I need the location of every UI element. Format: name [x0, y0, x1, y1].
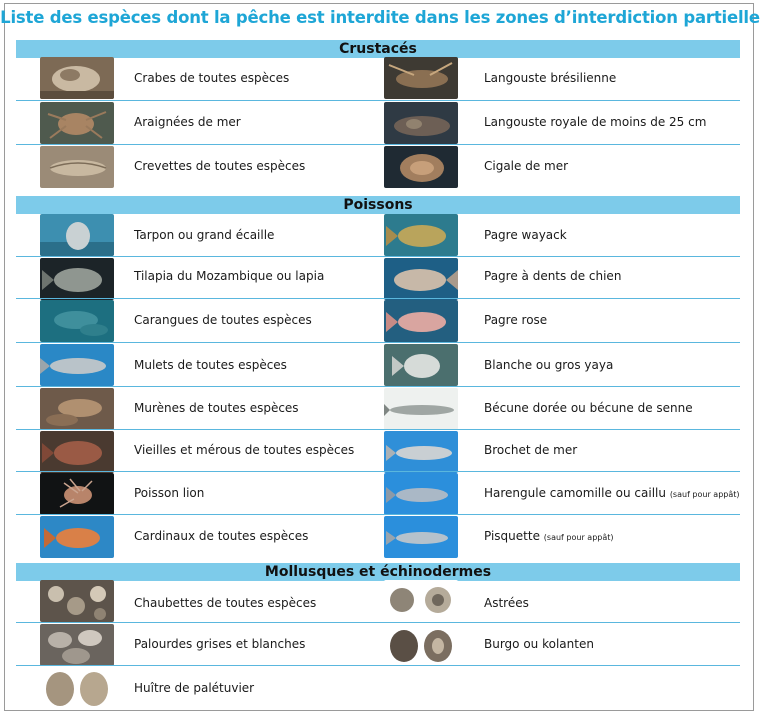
- row-divider: [16, 298, 740, 299]
- species-label: Carangues de toutes espèces: [134, 313, 312, 327]
- species-label: Langouste royale de moins de 25 cm: [484, 115, 707, 129]
- permit-photo-icon: [384, 344, 458, 386]
- document-frame: [4, 3, 754, 711]
- species-label: Crabes de toutes espèces: [134, 71, 290, 85]
- silverside-photo-icon: [384, 516, 458, 558]
- species-label: Astrées: [484, 596, 529, 610]
- species-label: Pisquette (sauf pour appât): [484, 529, 614, 543]
- pink-snapper-photo-icon: [384, 300, 458, 342]
- row-divider: [16, 144, 740, 145]
- bait-note: (sauf pour appât): [543, 533, 614, 542]
- species-label: Mulets de toutes espèces: [134, 358, 287, 372]
- jack-photo-icon: [40, 300, 114, 342]
- snook-photo-icon: [384, 431, 458, 473]
- species-label: Pagre wayack: [484, 228, 567, 242]
- bait-note: (sauf pour appât): [669, 490, 740, 499]
- row-divider: [16, 622, 740, 623]
- moray-photo-icon: [40, 388, 114, 430]
- barracuda-photo-icon: [384, 388, 458, 430]
- species-label: Tilapia du Mozambique ou lapia: [134, 269, 325, 283]
- species-label: Bécune dorée ou bécune de senne: [484, 401, 693, 415]
- species-label: Cardinaux de toutes espèces: [134, 529, 309, 543]
- species-label: Cigale de mer: [484, 159, 569, 173]
- species-label: Chaubettes de toutes espèces: [134, 596, 317, 610]
- row-divider: [16, 256, 740, 257]
- species-label: Poisson lion: [134, 486, 205, 500]
- species-label: Burgo ou kolanten: [484, 637, 594, 651]
- tilapia-photo-icon: [40, 258, 114, 300]
- herring-photo-icon: [384, 473, 458, 515]
- shrimp-photo-icon: [40, 146, 114, 188]
- species-label: Blanche ou gros yaya: [484, 358, 614, 372]
- clams-photo-icon: [40, 624, 114, 666]
- crab-photo-icon: [40, 57, 114, 99]
- lionfish-photo-icon: [40, 473, 114, 515]
- species-label: Palourdes grises et blanches: [134, 637, 306, 651]
- snapper-photo-icon: [384, 214, 458, 256]
- star-shell-photo-icon: [384, 580, 458, 622]
- species-label: Brochet de mer: [484, 443, 578, 457]
- lobster-photo-icon: [384, 57, 458, 99]
- slipper-lobster-photo-icon: [384, 146, 458, 188]
- row-divider: [16, 429, 740, 430]
- row-divider: [16, 514, 740, 515]
- species-label: Murènes de toutes espèces: [134, 401, 299, 415]
- royal-lobster-photo-icon: [384, 102, 458, 144]
- row-divider: [16, 342, 740, 343]
- species-label: Huître de palétuvier: [134, 681, 255, 695]
- mullet-photo-icon: [40, 344, 114, 386]
- section-header-fish: Poissons: [16, 196, 740, 214]
- species-label: Pagre à dents de chien: [484, 269, 622, 283]
- snails-photo-icon: [40, 580, 114, 622]
- section-header-molluscs: Mollusques et échinodermes: [16, 563, 740, 581]
- species-label: Pagre rose: [484, 313, 548, 327]
- cardinalfish-photo-icon: [40, 516, 114, 558]
- species-label: Vieilles et mérous de toutes espèces: [134, 443, 355, 457]
- species-label: Harengule camomille ou caillu (sauf pour appât): [484, 486, 740, 500]
- spider-crab-photo-icon: [40, 102, 114, 144]
- section-header-crustaceans: Crustacés: [16, 40, 740, 58]
- species-label: Tarpon ou grand écaille: [134, 228, 275, 242]
- row-divider: [16, 100, 740, 101]
- oyster-photo-icon: [40, 667, 114, 709]
- row-divider: [16, 386, 740, 387]
- row-divider: [16, 471, 740, 472]
- row-divider: [16, 665, 740, 666]
- species-label: Araignées de mer: [134, 115, 241, 129]
- tarpon-photo-icon: [40, 214, 114, 256]
- dog-snapper-photo-icon: [384, 258, 458, 300]
- species-label: Crevettes de toutes espèces: [134, 159, 306, 173]
- burgo-shell-photo-icon: [384, 624, 458, 666]
- grouper-photo-icon: [40, 431, 114, 473]
- page-title: Liste des espèces dont la pêche est interdite dans les zones d’interdiction partielle: [0, 8, 760, 27]
- species-label: Langouste brésilienne: [484, 71, 617, 85]
